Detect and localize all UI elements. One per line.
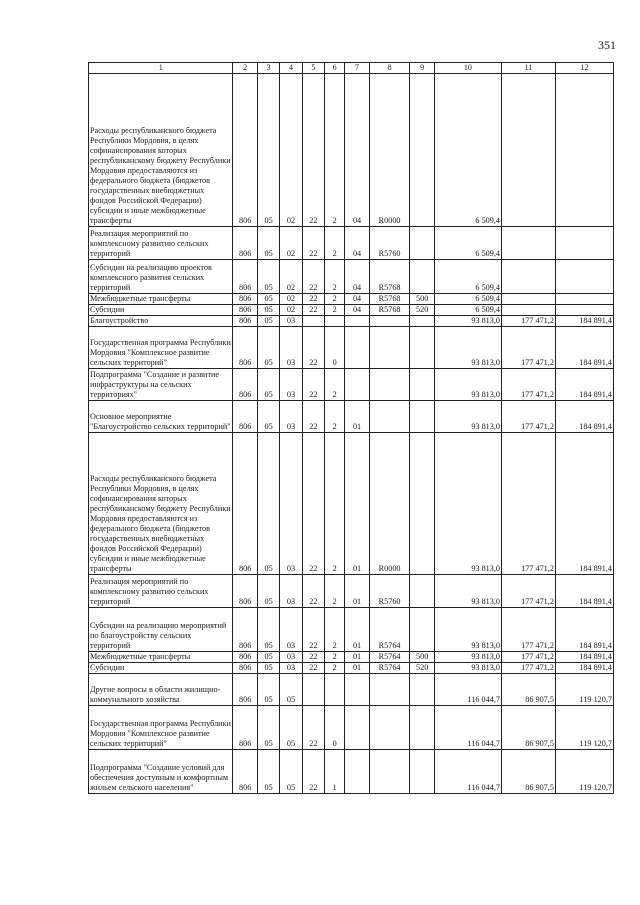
row-value-cell: 2 xyxy=(325,575,345,608)
row-value-cell: 01 xyxy=(345,433,369,575)
row-value-cell: 806 xyxy=(233,575,257,608)
row-value-cell: 184 891,4 xyxy=(555,608,613,652)
row-value-cell: 04 xyxy=(345,260,369,294)
row-value-cell: 05 xyxy=(257,750,279,794)
row-value-cell: 02 xyxy=(280,260,302,294)
row-value-cell: 05 xyxy=(257,401,279,433)
row-value-cell: 184 891,4 xyxy=(555,327,613,369)
table-row xyxy=(89,652,614,663)
row-value-cell: 05 xyxy=(257,327,279,369)
row-value-cell: 22 xyxy=(302,706,324,750)
row-value-cell: 05 xyxy=(257,74,279,227)
row-value-cell xyxy=(410,74,434,227)
row-value-cell: 806 xyxy=(233,401,257,433)
row-value-cell: 03 xyxy=(280,316,302,327)
row-value-cell xyxy=(410,575,434,608)
row-value-cell: 05 xyxy=(257,260,279,294)
row-name-cell: Расходы республиканского бюджета Республики Мордовия, в целях софинансирования которых республиканскому бюджету Республики Мордовия предоставляются из федерального бюджета (бюджетов государственных внебюджетных фондов Российской Федерации) субсидии и иные межбюджетные трансферты xyxy=(89,433,233,575)
row-name-cell: Субсидии xyxy=(89,663,233,674)
row-value-cell: 6 509,4 xyxy=(434,74,501,227)
row-value-cell: 184 891,4 xyxy=(555,433,613,575)
header-row xyxy=(89,63,614,74)
row-value-cell: 806 xyxy=(233,369,257,401)
page-number: 351 xyxy=(598,38,616,52)
table-body xyxy=(89,63,614,794)
row-value-cell: 806 xyxy=(233,608,257,652)
row-value-cell: 184 891,4 xyxy=(555,652,613,663)
row-value-cell: 04 xyxy=(345,294,369,305)
row-value-cell: 806 xyxy=(233,74,257,227)
row-value-cell xyxy=(410,674,434,706)
row-value-cell xyxy=(501,227,555,260)
row-name-cell: Межбюджетные трансферты xyxy=(89,652,233,663)
table-row xyxy=(89,663,614,674)
row-value-cell: 22 xyxy=(302,663,324,674)
row-value-cell xyxy=(555,260,613,294)
row-name-cell: Подпрограмма "Создание и развитие инфраструктуры на сельских территориях" xyxy=(89,369,233,401)
row-value-cell xyxy=(345,369,369,401)
row-value-cell: 93 813,0 xyxy=(434,369,501,401)
row-name-cell: Субсидии на реализацию мероприятий по благоустройству сельских территорий xyxy=(89,608,233,652)
row-value-cell xyxy=(345,706,369,750)
row-name-cell: Благоустройство xyxy=(89,316,233,327)
row-value-cell: R5768 xyxy=(369,305,410,316)
row-value-cell xyxy=(369,316,410,327)
row-value-cell: 0 xyxy=(325,327,345,369)
row-value-cell: 2 xyxy=(325,652,345,663)
row-value-cell: 116 044,7 xyxy=(434,706,501,750)
row-value-cell xyxy=(410,227,434,260)
column-header: 8 xyxy=(369,63,410,74)
row-value-cell: 01 xyxy=(345,608,369,652)
table-row xyxy=(89,433,614,575)
row-value-cell: 119 120,7 xyxy=(555,706,613,750)
row-value-cell xyxy=(410,369,434,401)
row-value-cell xyxy=(369,750,410,794)
row-value-cell: 93 813,0 xyxy=(434,316,501,327)
row-value-cell xyxy=(555,294,613,305)
row-value-cell: 2 xyxy=(325,260,345,294)
row-value-cell xyxy=(369,327,410,369)
row-value-cell: 22 xyxy=(302,227,324,260)
table-row xyxy=(89,294,614,305)
row-value-cell: 22 xyxy=(302,608,324,652)
table-row xyxy=(89,608,614,652)
row-value-cell: 22 xyxy=(302,294,324,305)
row-value-cell: 05 xyxy=(257,369,279,401)
row-value-cell: 806 xyxy=(233,706,257,750)
row-value-cell: 05 xyxy=(257,227,279,260)
column-header: 1 xyxy=(89,63,233,74)
row-value-cell xyxy=(369,674,410,706)
column-header: 11 xyxy=(501,63,555,74)
row-value-cell: 03 xyxy=(280,608,302,652)
row-name-cell: Реализация мероприятий по комплексному развитию сельских территорий xyxy=(89,227,233,260)
row-value-cell: 01 xyxy=(345,575,369,608)
row-value-cell: 184 891,4 xyxy=(555,575,613,608)
row-value-cell: 22 xyxy=(302,750,324,794)
row-value-cell xyxy=(345,674,369,706)
row-value-cell: 05 xyxy=(257,316,279,327)
row-value-cell: 806 xyxy=(233,305,257,316)
row-value-cell xyxy=(369,401,410,433)
row-value-cell: 04 xyxy=(345,227,369,260)
row-value-cell xyxy=(410,750,434,794)
row-value-cell: 520 xyxy=(410,305,434,316)
row-value-cell: 86 907,5 xyxy=(501,706,555,750)
row-name-cell: Расходы республиканского бюджета Республики Мордовия, в целях софинансирования которых республиканскому бюджету Республики Мордовия предоставляются из федерального бюджета (бюджетов государственных внебюджетных фондов Российской Федерации) субсидии и иные межбюджетные трансферты xyxy=(89,74,233,227)
table-row xyxy=(89,674,614,706)
row-name-cell: Другие вопросы в области жилищно-коммунального хозяйства xyxy=(89,674,233,706)
row-value-cell: 05 xyxy=(257,706,279,750)
row-value-cell xyxy=(410,316,434,327)
row-value-cell: 119 120,7 xyxy=(555,750,613,794)
row-value-cell: 22 xyxy=(302,652,324,663)
row-value-cell: 05 xyxy=(280,750,302,794)
row-value-cell: 05 xyxy=(257,433,279,575)
row-value-cell: 1 xyxy=(325,750,345,794)
row-value-cell xyxy=(302,316,324,327)
row-name-cell: Межбюджетные трансферты xyxy=(89,294,233,305)
row-value-cell: 2 xyxy=(325,74,345,227)
column-header: 10 xyxy=(434,63,501,74)
row-value-cell: 6 509,4 xyxy=(434,294,501,305)
row-value-cell xyxy=(410,608,434,652)
row-value-cell: 177 471,2 xyxy=(501,575,555,608)
row-value-cell: R5764 xyxy=(369,663,410,674)
row-value-cell: 500 xyxy=(410,652,434,663)
row-value-cell xyxy=(369,369,410,401)
column-header: 6 xyxy=(325,63,345,74)
row-value-cell xyxy=(345,327,369,369)
row-value-cell: 806 xyxy=(233,674,257,706)
row-value-cell: 806 xyxy=(233,433,257,575)
row-value-cell: 22 xyxy=(302,433,324,575)
row-value-cell: R5764 xyxy=(369,652,410,663)
row-value-cell: 05 xyxy=(257,575,279,608)
table-row xyxy=(89,369,614,401)
row-name-cell: Субсидии на реализацию проектов комплексного развития сельских территорий xyxy=(89,260,233,294)
row-value-cell xyxy=(410,401,434,433)
row-value-cell: 93 813,0 xyxy=(434,575,501,608)
row-value-cell: 0 xyxy=(325,706,345,750)
row-value-cell: 93 813,0 xyxy=(434,401,501,433)
row-value-cell: 05 xyxy=(280,674,302,706)
row-value-cell: 05 xyxy=(257,305,279,316)
row-name-cell: Основное мероприятие "Благоустройство сельских территорий" xyxy=(89,401,233,433)
row-value-cell: 177 471,2 xyxy=(501,369,555,401)
row-value-cell: 806 xyxy=(233,227,257,260)
row-value-cell: 22 xyxy=(302,327,324,369)
row-value-cell: 04 xyxy=(345,305,369,316)
budget-table xyxy=(88,62,614,794)
table-row xyxy=(89,305,614,316)
row-name-cell: Реализация мероприятий по комплексному развитию сельских территорий xyxy=(89,575,233,608)
table-row xyxy=(89,327,614,369)
column-header: 5 xyxy=(302,63,324,74)
row-value-cell: 05 xyxy=(257,652,279,663)
row-value-cell: 03 xyxy=(280,401,302,433)
row-value-cell: 184 891,4 xyxy=(555,369,613,401)
column-header: 4 xyxy=(280,63,302,74)
row-value-cell: R5760 xyxy=(369,227,410,260)
row-value-cell: 2 xyxy=(325,294,345,305)
row-value-cell: 02 xyxy=(280,294,302,305)
row-value-cell xyxy=(345,316,369,327)
row-value-cell: 2 xyxy=(325,433,345,575)
row-value-cell: 806 xyxy=(233,750,257,794)
row-value-cell: 177 471,2 xyxy=(501,327,555,369)
column-header: 7 xyxy=(345,63,369,74)
row-value-cell: 177 471,2 xyxy=(501,608,555,652)
row-value-cell: 03 xyxy=(280,369,302,401)
table-row xyxy=(89,74,614,227)
row-value-cell: R5768 xyxy=(369,260,410,294)
row-value-cell: 806 xyxy=(233,294,257,305)
row-name-cell: Государственная программа Республики Мордовия "Комплексное развитие сельских территорий" xyxy=(89,706,233,750)
column-header: 9 xyxy=(410,63,434,74)
row-value-cell: 806 xyxy=(233,327,257,369)
row-value-cell: 177 471,2 xyxy=(501,433,555,575)
row-value-cell: 05 xyxy=(280,706,302,750)
row-value-cell: 03 xyxy=(280,652,302,663)
table-row xyxy=(89,227,614,260)
row-value-cell: 500 xyxy=(410,294,434,305)
row-value-cell: 2 xyxy=(325,663,345,674)
table-row xyxy=(89,750,614,794)
row-value-cell: 93 813,0 xyxy=(434,608,501,652)
row-value-cell xyxy=(555,74,613,227)
row-value-cell: 520 xyxy=(410,663,434,674)
row-value-cell: 02 xyxy=(280,74,302,227)
row-value-cell: 01 xyxy=(345,401,369,433)
row-value-cell xyxy=(555,305,613,316)
row-value-cell: 177 471,2 xyxy=(501,401,555,433)
row-name-cell: Субсидии xyxy=(89,305,233,316)
row-value-cell: 116 044,7 xyxy=(434,750,501,794)
column-header: 12 xyxy=(555,63,613,74)
row-value-cell: 116 044,7 xyxy=(434,674,501,706)
row-value-cell: 177 471,2 xyxy=(501,652,555,663)
row-value-cell: 05 xyxy=(257,608,279,652)
row-value-cell: 93 813,0 xyxy=(434,663,501,674)
row-value-cell xyxy=(325,316,345,327)
column-header: 2 xyxy=(233,63,257,74)
row-value-cell: 2 xyxy=(325,369,345,401)
row-value-cell: 6 509,4 xyxy=(434,305,501,316)
row-value-cell xyxy=(501,294,555,305)
row-value-cell: 93 813,0 xyxy=(434,327,501,369)
row-value-cell: 806 xyxy=(233,316,257,327)
row-value-cell: R5760 xyxy=(369,575,410,608)
row-value-cell: 02 xyxy=(280,227,302,260)
row-name-cell: Государственная программа Республики Мордовия "Комплексное развитие сельских территорий" xyxy=(89,327,233,369)
row-value-cell: 22 xyxy=(302,260,324,294)
row-value-cell xyxy=(369,706,410,750)
row-value-cell: 02 xyxy=(280,305,302,316)
row-value-cell: 806 xyxy=(233,652,257,663)
row-value-cell xyxy=(410,327,434,369)
row-value-cell xyxy=(555,227,613,260)
table-row xyxy=(89,316,614,327)
row-value-cell: 184 891,4 xyxy=(555,401,613,433)
table-row xyxy=(89,260,614,294)
row-value-cell: 03 xyxy=(280,575,302,608)
row-value-cell: 93 813,0 xyxy=(434,433,501,575)
row-value-cell: 806 xyxy=(233,260,257,294)
row-value-cell: 2 xyxy=(325,608,345,652)
row-value-cell: R0000 xyxy=(369,74,410,227)
row-value-cell: 03 xyxy=(280,327,302,369)
row-value-cell: 01 xyxy=(345,663,369,674)
row-value-cell: 806 xyxy=(233,663,257,674)
row-value-cell: 119 120,7 xyxy=(555,674,613,706)
row-value-cell: 184 891,4 xyxy=(555,316,613,327)
row-value-cell xyxy=(410,706,434,750)
row-value-cell: 6 509,4 xyxy=(434,227,501,260)
row-value-cell xyxy=(501,74,555,227)
row-value-cell xyxy=(501,260,555,294)
row-name-cell: Подпрограмма "Создание условий для обеспечения доступным и комфортным жильем сельского населения" xyxy=(89,750,233,794)
row-value-cell: 04 xyxy=(345,74,369,227)
row-value-cell: 22 xyxy=(302,305,324,316)
row-value-cell xyxy=(302,674,324,706)
row-value-cell xyxy=(410,260,434,294)
row-value-cell: 03 xyxy=(280,663,302,674)
row-value-cell xyxy=(410,433,434,575)
row-value-cell: 05 xyxy=(257,674,279,706)
row-value-cell: 6 509,4 xyxy=(434,260,501,294)
row-value-cell: 22 xyxy=(302,575,324,608)
row-value-cell: 22 xyxy=(302,401,324,433)
row-value-cell xyxy=(325,674,345,706)
row-value-cell: R5764 xyxy=(369,608,410,652)
row-value-cell: 2 xyxy=(325,227,345,260)
row-value-cell: 22 xyxy=(302,369,324,401)
column-header: 3 xyxy=(257,63,279,74)
row-value-cell: 86 907,5 xyxy=(501,750,555,794)
row-value-cell: 22 xyxy=(302,74,324,227)
row-value-cell: 93 813,0 xyxy=(434,652,501,663)
row-value-cell: 2 xyxy=(325,305,345,316)
row-value-cell xyxy=(345,750,369,794)
row-value-cell: 03 xyxy=(280,433,302,575)
row-value-cell: 05 xyxy=(257,294,279,305)
table-row xyxy=(89,401,614,433)
row-value-cell: 2 xyxy=(325,401,345,433)
row-value-cell: 177 471,2 xyxy=(501,663,555,674)
table-row xyxy=(89,575,614,608)
row-value-cell: 184 891,4 xyxy=(555,663,613,674)
table-row xyxy=(89,706,614,750)
row-value-cell: 86 907,5 xyxy=(501,674,555,706)
row-value-cell xyxy=(501,305,555,316)
row-value-cell: 01 xyxy=(345,652,369,663)
row-value-cell: R0000 xyxy=(369,433,410,575)
row-value-cell: 05 xyxy=(257,663,279,674)
row-value-cell: 177 471,2 xyxy=(501,316,555,327)
row-value-cell: R5768 xyxy=(369,294,410,305)
